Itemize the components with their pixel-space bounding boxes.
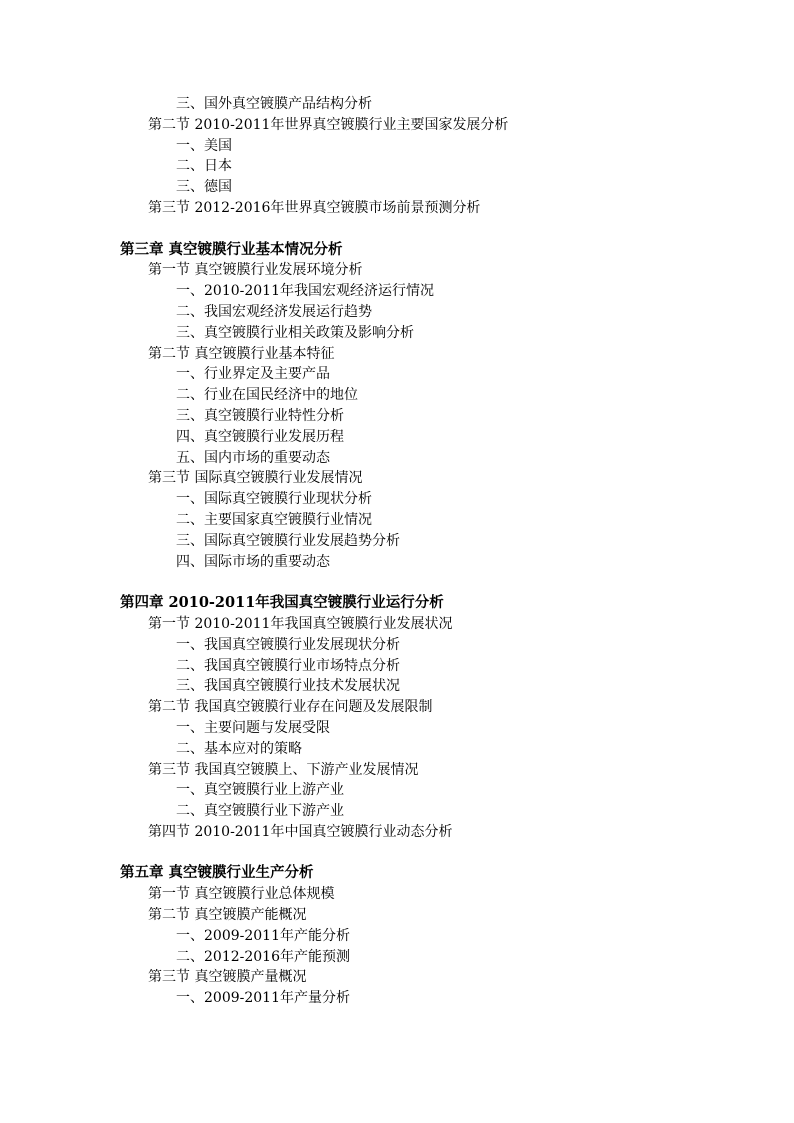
toc-section-entry: 第二节 真空镀膜行业基本特征 [148,345,335,362]
toc-item-entry: 一、我国真空镀膜行业发展现状分析 [176,636,400,653]
toc-section-entry: 第三节 我国真空镀膜上、下游产业发展情况 [148,761,419,778]
toc-item-entry: 二、基本应对的策略 [176,740,302,757]
toc-chapter-heading: 第三章 真空镀膜行业基本情况分析 [120,240,343,258]
toc-item-entry: 一、美国 [176,137,232,154]
toc-item-entry: 二、我国宏观经济发展运行趋势 [176,303,372,320]
toc-item-entry: 二、日本 [176,158,232,175]
toc-item-entry: 一、2009-2011年产量分析 [176,990,350,1007]
toc-chapter-heading: 第四章 2010-2011年我国真空镀膜行业运行分析 [120,594,444,612]
toc-item-entry: 一、主要问题与发展受限 [176,719,330,736]
toc-section-entry: 第一节 真空镀膜行业总体规模 [148,886,335,903]
toc-item-entry: 三、我国真空镀膜行业技术发展状况 [176,678,400,695]
toc-item-entry: 五、国内市场的重要动态 [176,449,330,466]
toc-section-entry: 第二节 真空镀膜产能概况 [148,907,307,924]
toc-item-entry: 二、2012-2016年产能预测 [176,948,350,965]
toc-item-entry: 三、真空镀膜行业特性分析 [176,407,344,424]
toc-item-entry: 一、国际真空镀膜行业现状分析 [176,491,372,508]
toc-item-entry: 三、德国 [176,179,232,196]
toc-chapter-heading: 第五章 真空镀膜行业生产分析 [120,864,314,882]
toc-item-entry: 四、真空镀膜行业发展历程 [176,428,344,445]
toc-section-entry: 第二节 2010-2011年世界真空镀膜行业主要国家发展分析 [148,116,509,133]
toc-item-entry: 二、主要国家真空镀膜行业情况 [176,511,372,528]
toc-item-entry: 三、真空镀膜行业相关政策及影响分析 [176,324,414,341]
toc-item-entry: 三、国外真空镀膜产品结构分析 [176,96,372,112]
toc-section-entry: 第三节 真空镀膜产量概况 [148,969,307,986]
toc-item-entry: 一、真空镀膜行业上游产业 [176,782,344,799]
toc-item-entry: 一、2010-2011年我国宏观经济运行情况 [176,283,434,300]
table-of-contents [0,94,794,1009]
toc-section-entry: 第四节 2010-2011年中国真空镀膜行业动态分析 [148,823,453,840]
toc-item-entry: 三、国际真空镀膜行业发展趋势分析 [176,532,400,549]
toc-section-entry: 第一节 2010-2011年我国真空镀膜行业发展状况 [148,615,453,632]
toc-section-entry: 第一节 真空镀膜行业发展环境分析 [148,262,363,279]
toc-spacer [0,219,794,240]
toc-item-entry: 四、国际市场的重要动态 [176,553,330,570]
toc-item-entry: 一、行业界定及主要产品 [176,366,330,383]
toc-section-entry: 第三节 国际真空镀膜行业发展情况 [148,470,363,487]
toc-item-entry: 一、2009-2011年产能分析 [176,927,350,944]
toc-item-entry: 二、真空镀膜行业下游产业 [176,803,344,820]
toc-spacer [0,572,794,593]
toc-spacer [0,843,794,864]
toc-item-entry: 二、我国真空镀膜行业市场特点分析 [176,657,400,674]
toc-section-entry: 第三节 2012-2016年世界真空镀膜市场前景预测分析 [148,199,481,216]
toc-item-entry: 二、行业在国民经济中的地位 [176,387,358,404]
toc-section-entry: 第二节 我国真空镀膜行业存在问题及发展限制 [148,699,433,716]
